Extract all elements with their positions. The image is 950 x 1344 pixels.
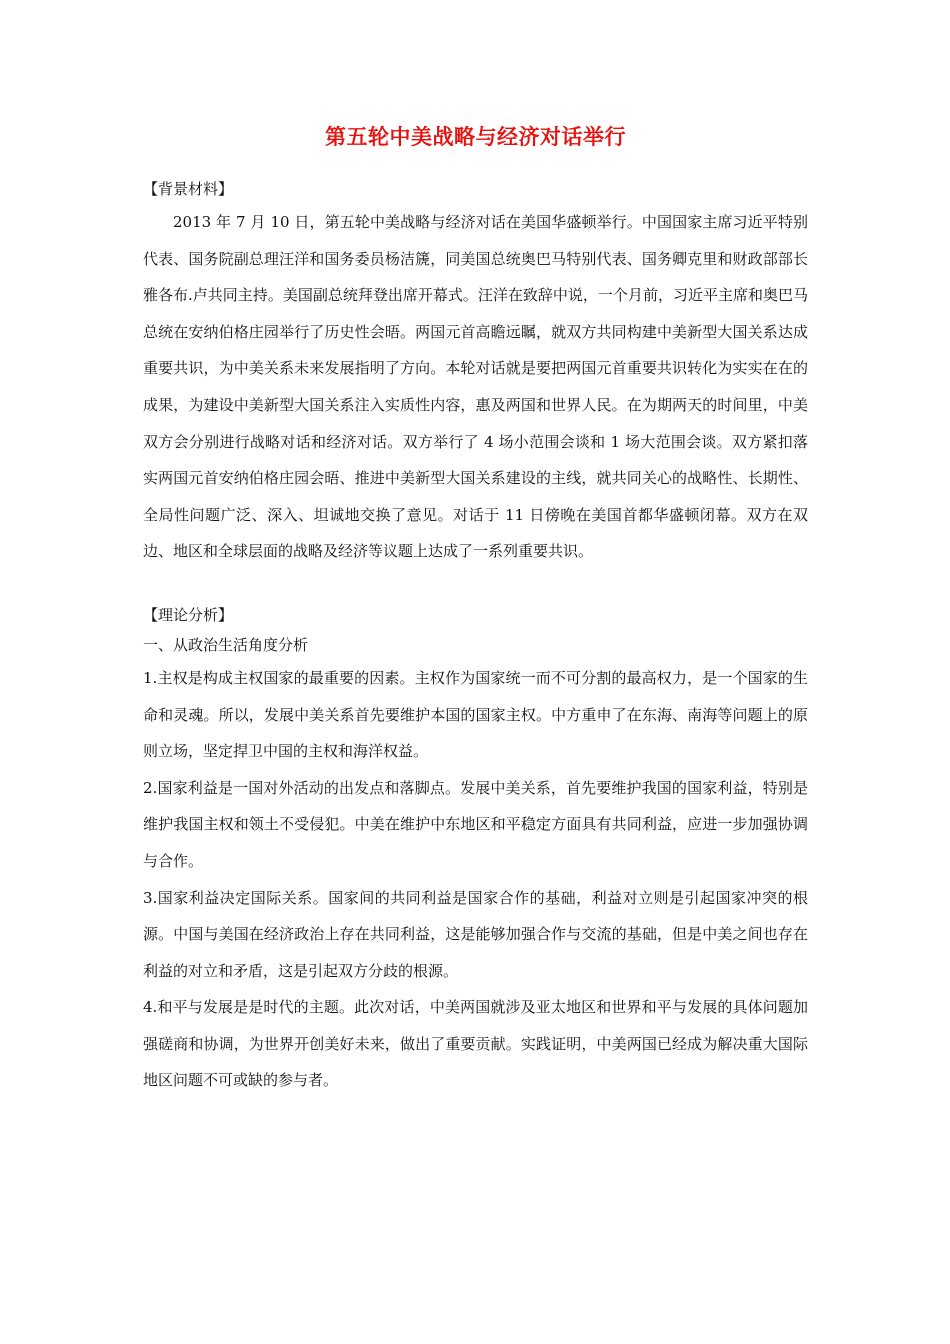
section-spacer (143, 570, 808, 600)
analysis-item-2: 2.国家利益是一国对外活动的出发点和落脚点。发展中美关系，首先要维护我国的国家利益，特别是维护我国主权和领土不受侵犯。中美在维护中东地区和平稳定方面具有共同利益，应进一步加强协调与合作。 (143, 778, 808, 870)
page-title: 第五轮中美战略与经济对话举行 (325, 125, 626, 149)
analysis-item-3: 3.国家利益决定国际关系。国家间的共同利益是国家合作的基础，利益对立则是引起国家冲突的根源。中国与美国在经济政治上存在共同利益，这是能够加强合作与交流的基础，但是中美之间也存在利益的对立和矛盾，这是引起双方分歧的根源。 (143, 888, 808, 980)
document-page (143, 120, 808, 1099)
background-heading: 【背景材料】 (143, 180, 234, 198)
analysis-item-4: 4.和平与发展是是时代的主题。此次对话，中美两国就涉及亚太地区和世界和平与发展的具体问题加强磋商和协调，为世界开创美好未来，做出了重要贡献。实践证明，中美两国已经成为解决重大国际地区问题不可或缺的参与者。 (143, 998, 808, 1090)
analysis-item-1: 1.主权是构成主权国家的最重要的因素。主权作为国家统一而不可分割的最高权力，是一个国家的生命和灵魂。所以，发展中美关系首先要维护本国的国家主权。中方重申了在东海、南海等问题上的原则立场，坚定捍卫中国的主权和海洋权益。 (143, 668, 808, 761)
section-one-heading: 一、从政治生活角度分析 (143, 635, 309, 654)
analysis-heading: 【理论分析】 (143, 605, 234, 624)
background-paragraph: 2013 年 7 月 10 日，第五轮中美战略与经济对话在美国华盛顿举行。中国国家主席习近平特别代表、国务院副总理汪洋和国务委员杨洁篪，同美国总统奥巴马特别代表、国务卿克里和财政部部长雅各布.卢共同主持。美国副总统拜登出席开幕式。汪洋在致辞中说，一个月前，习近平主席和奥巴马总统在安纳伯格庄园举行了历史性会晤。两国元首高瞻远瞩，就双方共同构建中美新型大国关系达成重要共识，为中美关系未来发展指明了方向。本轮对话就是要把两国元首重要共识转化为实实在在的成果，为建设中美新型大国关系注入实质性内容，惠及两国和世界人民。在为期两天的时间里，中美双方会分别进行战略对话和经济对话。双方举行了 4 场小范围会谈和 1 场大范围会谈。双方紧扣落实两国元首安纳伯格庄园会晤、推进中美新型大国关系建设的主线，就共同关心的战略性、长期性、全局性问题广泛、深入、坦诚地交换了意见。对话于 11 日傍晚在美国首都华盛顿闭幕。双方在双边、地区和全球层面的战略及经济等议题上达成了一系列重要共识。 (143, 213, 808, 561)
